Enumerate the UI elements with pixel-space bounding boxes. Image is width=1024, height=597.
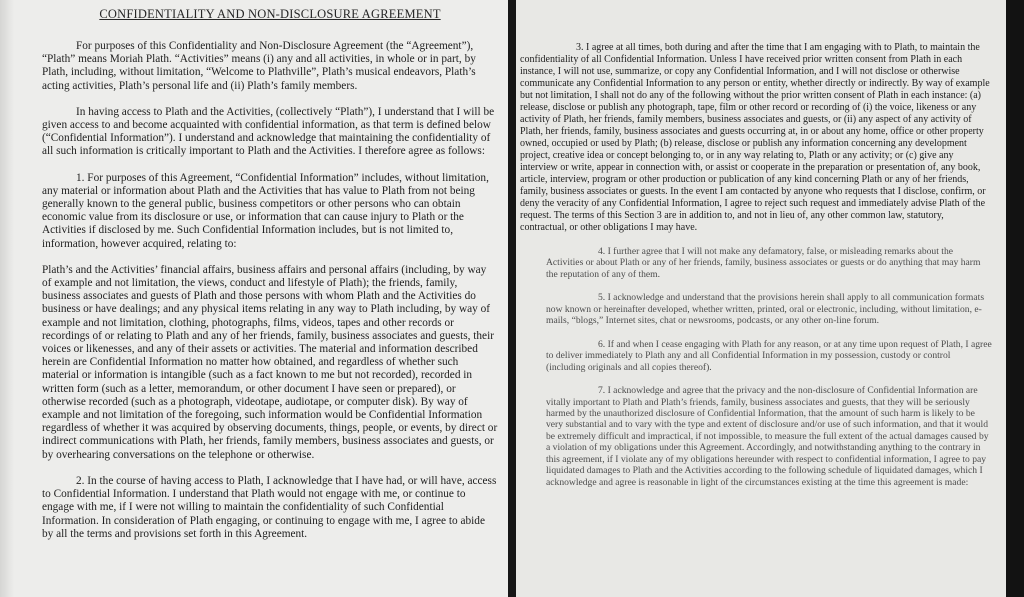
access-paragraph: In having access to Plath and the Activities, (collectively “Plath”), I understand that I will be given access to and become acquainted with confidential information, as that term is defined below (“Confidential Information”). I understand and acknowledge that maintaining the confidentiality of all such information is critically important to Plath and the Activities. I therefore agree as follows: bbox=[42, 105, 495, 158]
intro-paragraph: For purposes of this Confidentiality and Non-Disclosure Agreement (the “Agreement”), “Plath” means Moriah Plath. “Activities” means (i) any and all activities, in whole or in part, by Plath, including, without limitation, “Welcome to Plathville”, Plath’s musical endeavors, Plath’s acting activities, Plath’s personal life and (ii) Plath’s family members. bbox=[42, 40, 476, 92]
section-1-list-paragraph: Plath’s and the Activities’ financial affairs, business affairs and personal affairs (including, by way of example and not limitation, the views, conduct and lifestyle of Plath); the friends, family, business associates and guests of Plath and those persons with whom Plath and the Activities do business or have dealings; and any physical items relating in any way to Plath including, by way of example and not limitation, clothing, photographs, films, videos, tapes and other records or recordings of or relating to Plath and any of her friends, family, business associates and guests, their voices or likenesses, and any of their assets or activities. The material and information described herein are Confidential Information no matter how obtained, and regardless of whether such material or information is intangible (such as a fact known to me but not recorded), recorded in written form (such as a letter, memorandum, or other document I have seen or prepared), or otherwise recorded (such as a photograph, videotape, audiotape, or computer disk). By way of example and not limitation of the foregoing, such information would be Confidential Information regardless of whether it was acquired by observing documents, things, people, or events, by direct or indirect communications with Plath, her friends, family members, business associates and guests, or by overhearing conversations on the telephone or otherwise. bbox=[42, 263, 498, 461]
section-5-paragraph: 5. I acknowledge and understand that the provisions herein shall apply to all communication formats now known or hereinafter developed, whether written, printed, oral or electronic, including, without limitation, e-mails, “blogs,” Internet sites, chat or newsrooms, podcasts, or any other on-line forum. bbox=[546, 292, 985, 327]
viewer-edge-strip bbox=[1006, 0, 1024, 597]
document-page-left bbox=[0, 0, 508, 597]
document-page-right bbox=[516, 0, 1006, 597]
section-4-paragraph: 4. I further agree that I will not make any defamatory, false, or misleading remarks about the Activities or about Plath or any of her friends, family, business associates or guests or do anything that may harm the reputation of any of them. bbox=[546, 246, 981, 280]
page-edge-shadow bbox=[0, 0, 14, 597]
section-6-paragraph: 6. If and when I cease engaging with Plath for any reason, or at any time upon request of Plath, I agree to deliver immediately to Plath any and all Confidential Information in my possession, custody or control (including originals and all copies thereof). bbox=[546, 338, 992, 373]
section-2-paragraph: 2. In the course of having access to Plath, I acknowledge that I have had, or will have, access to Confidential Information. I understand that Plath would not engage with me, or continue to engage with me, if I were not willing to maintain the confidentiality of such Confidential Information. In consideration of Plath engaging, or continuing to engage with me, I agree to abide by all the terms and provisions set forth in this Agreement. bbox=[42, 474, 497, 540]
section-1-paragraph: 1. For purposes of this Agreement, “Confidential Information” includes, without limitation, any material or information about Plath and the Activities that has value to Plath from not being generally known to the general public, business competitors or other persons who can obtain economic value from its disclosure or use, or information that can cause injury to Plath or the Activities if disclosed by me. Such Confidential Information includes, but is not limited to, information, however acquired, relating to: bbox=[42, 171, 489, 250]
section-3-paragraph: 3. I agree at all times, both during and after the time that I am engaging with to Plath, to maintain the confidentiality of all Confidential Information. Unless I have received prior written consent from Plath in each instance, I will not use, summarize, or copy any Confidential Information, and I will not disclose or otherwise communicate any Confidential Information to any person or entity, whether directly or indirectly. By way of example but not limitation, I shall not do any of the following without the prior written consent of Plath in each instance: (a) release, disclose or publish any photograph, tape, film or other record or recording of (i) the voice, likeness or any activity of Plath, her friends, family members, business associates and guests, or (ii) any aspect of any activity of Plath, her friends, family, business associates and guests occurring at, in or about any home, office or other property owned, occupied or used by Plath; (b) release, disclose or publish any information concerning any development project, creative idea or concept belonging to, or in any way relating to, Plath or any activity; or (c) give any interview or write, appear in connection with, or assist or cooperate in the preparation or presentation of, any book, article, interview, program or other production or publication of any kind concerning Plath or any of her friends, family, business associates or guests. In the event I am contacted by anyone who requests that I disclose, confirm, or deny the veracity of any Confidential Information, I agree to reject such request and immediately advise Plath of the request. The terms of this Section 3 are in addition to, and not in lieu of, any other common law, statutory, contractual, or other obligations I may have. bbox=[520, 42, 990, 233]
agreement-title: CONFIDENTIALITY AND NON-DISCLOSURE AGREEMENT bbox=[99, 7, 441, 21]
section-7-paragraph: 7. I acknowledge and agree that the privacy and the non-disclosure of Confidential Information are vitally important to Plath and Plath’s friends, family, business associates and guests, that they will be seriously harmed by the unauthorized disclosure of Confidential Information, that the amount of such harm is likely to be very substantial and to vary with the type and extent of disclosure and/or use of such information, and that it would be extremely difficult and impractical, if not impossible, to measure the full extent of the actual damages caused by a violation of my obligations under this Agreement. Accordingly, and notwithstanding anything to the contrary in this agreement, if I violate any of my obligations hereunder with respect to confidential information, I agree to pay liquidated damages to Plath and the Activities according to the following schedule of liquidated damages, which I acknowledge and agree is reasonable in light of the circumstances existing at the time this agreement is made: bbox=[546, 385, 989, 488]
